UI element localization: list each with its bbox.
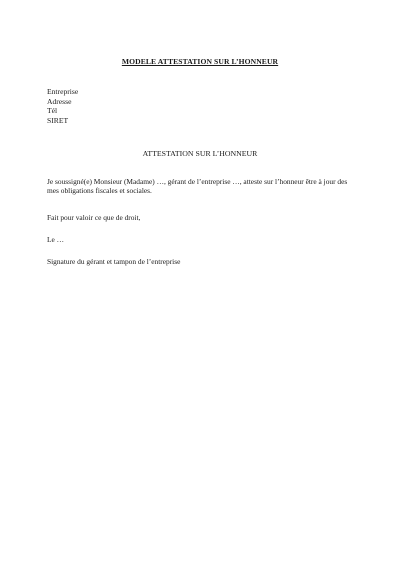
document-title: MODELE ATTESTATION SUR L’HONNEUR [121,57,279,66]
closing-line: Fait pour valoir ce que de droit, [47,213,141,222]
company-line-entreprise: Entreprise [47,87,79,96]
company-line-tel: Tél [47,106,58,116]
signature-line: Signature du gérant et tampon de l’entreprise [47,257,181,266]
date-line: Le … [47,235,65,244]
company-line-adresse: Adresse [47,96,72,106]
company-line-siret: SIRET [47,115,69,125]
company-info-block [47,87,78,125]
attestation-body: Je soussigné(e) Monsieur (Madame) …, gérant de l’entreprise …, atteste sur l’honneur être à jour des mes obligations fiscales et sociales. [47,177,348,196]
attestation-heading: ATTESTATION SUR L’HONNEUR [142,149,258,158]
